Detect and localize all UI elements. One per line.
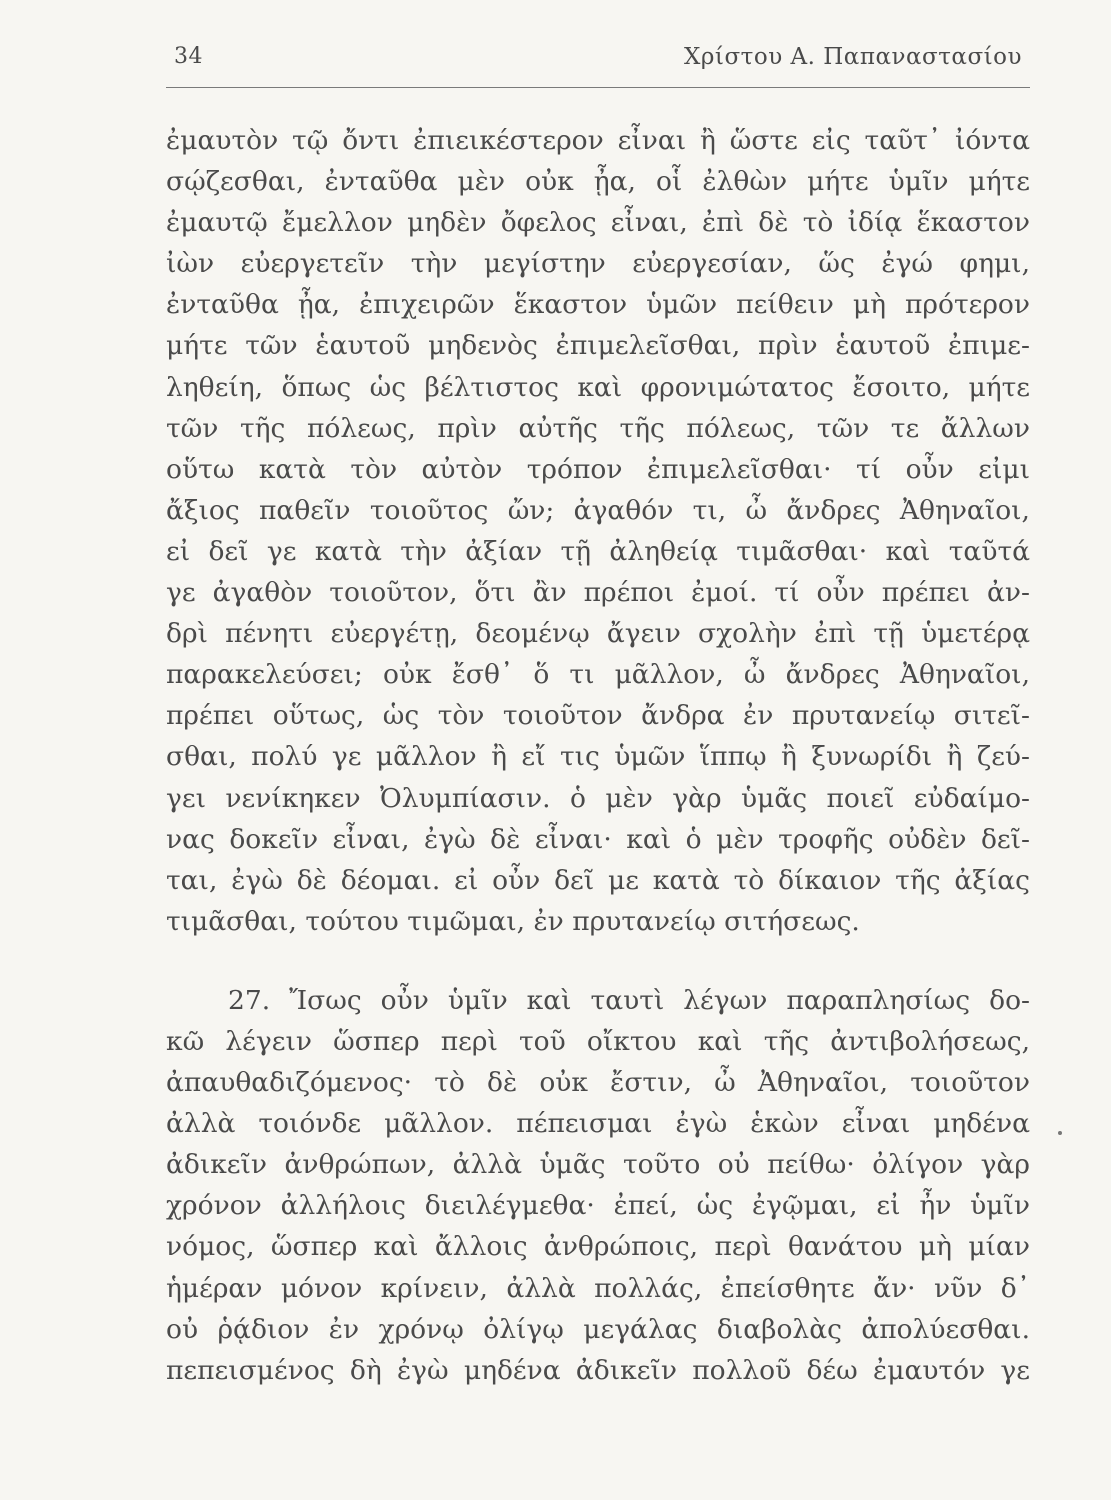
text-line: 27. Ἴσως οὖν ὑμῖν καὶ ταυτὶ λέγων παραπλησίως δο- xyxy=(228,984,1030,1016)
text-line: ἐμαυτῷ ἔμελλον μηδὲν ὄφελος εἶναι, ἐπὶ δὲ τὸ ἰδίᾳ ἕκαστον xyxy=(166,207,1030,239)
text-line: ἀδικεῖν ἀνθρώπων, ἀλλὰ ὑμᾶς τοῦτο οὐ πείθω· ὀλίγον γὰρ xyxy=(166,1149,1030,1181)
text-line: ἰὼν εὐεργετεῖν τὴν μεγίστην εὐεργεσίαν, ὥς ἐγώ φημι, xyxy=(166,248,1030,280)
text-line: τῶν τῆς πόλεως, πρὶν αὐτῆς τῆς πόλεως, τῶν τε ἄλλων xyxy=(166,412,1030,444)
text-line: γε ἀγαθὸν τοιοῦτον, ὅτι ἂν πρέποι ἐμοί. τί οὖν πρέπει ἀν- xyxy=(166,577,1030,609)
text-line: ται, ἐγὼ δὲ δέομαι. εἰ οὖν δεῖ με κατὰ τὸ δίκαιον τῆς ἀξίας xyxy=(166,864,1030,896)
text-line: νας δοκεῖν εἶναι, ἐγὼ δὲ εἶναι· καὶ ὁ μὲν τροφῆς οὐδὲν δεῖ- xyxy=(166,823,1030,855)
text-line: τιμᾶσθαι, τούτου τιμῶμαι, ἐν πρυτανείῳ σιτήσεως. xyxy=(166,905,860,937)
text-line: γει νενίκηκεν Ὀλυμπίασιν. ὁ μὲν γὰρ ὑμᾶς ποιεῖ εὐδαίμο- xyxy=(166,782,1030,814)
text-line: ἀλλὰ τοιόνδε μᾶλλον. πέπεισμαι ἐγὼ ἑκὼν εἶναι μηδένα xyxy=(166,1108,1030,1140)
text-line: οὐ ῥᾴδιον ἐν χρόνῳ ὀλίγῳ μεγάλας διαβολὰς ἀπολύεσθαι. xyxy=(166,1313,1030,1345)
text-line: δρὶ πένητι εὐεργέτῃ, δεομένῳ ἄγειν σχολὴν ἐπὶ τῇ ὑμετέρᾳ xyxy=(166,618,1030,650)
text-line: εἰ δεῖ γε κατὰ τὴν ἀξίαν τῇ ἀληθείᾳ τιμᾶσθαι· καὶ ταῦτά xyxy=(166,535,1030,567)
text-line: σθαι, πολύ γε μᾶλλον ἢ εἴ τις ὑμῶν ἵππῳ ἢ ξυνωρίδι ἢ ζεύ- xyxy=(166,741,1030,773)
text-line: ἄξιος παθεῖν τοιοῦτος ὤν; ἀγαθόν τι, ὦ ἄνδρες Ἀθηναῖοι, xyxy=(166,494,1030,526)
text-line: πεπεισμένος δὴ ἐγὼ μηδένα ἀδικεῖν πολλοῦ δέω ἐμαυτόν γε xyxy=(166,1354,1030,1386)
text-line: χρόνον ἀλλήλοις διειλέγμεθα· ἐπεί, ὡς ἐγῷμαι, εἰ ἦν ὑμῖν xyxy=(166,1190,1030,1222)
paragraph-2 xyxy=(166,980,1030,1391)
page-header xyxy=(166,42,1028,84)
text-line: κῶ λέγειν ὥσπερ περὶ τοῦ οἴκτου καὶ τῆς ἀντιβολήσεως, xyxy=(166,1025,1030,1057)
scan-speck xyxy=(1058,1131,1062,1135)
paragraph-gap xyxy=(166,942,1030,980)
text-line: οὕτω κατὰ τὸν αὐτὸν τρόπον ἐπιμελεῖσθαι· τί οὖν εἰμι xyxy=(166,453,1030,485)
paragraph-1 xyxy=(166,120,1030,942)
text-line: παρακελεύσει; οὐκ ἔσθ᾿ ὅ τι μᾶλλον, ὦ ἄνδρες Ἀθηναῖοι, xyxy=(166,659,1030,691)
text-line: πρέπει οὕτως, ὡς τὸν τοιοῦτον ἄνδρα ἐν πρυτανείῳ σιτεῖ- xyxy=(166,700,1030,732)
text-line: ἐμαυτὸν τῷ ὄντι ἐπιεικέστερον εἶναι ἢ ὥστε εἰς ταῦτ᾿ ἰόντα xyxy=(166,125,1030,156)
text-line: ληθείη, ὅπως ὡς βέλτιστος καὶ φρονιμώτατος ἔσοιτο, μήτε xyxy=(166,371,1030,403)
text-line: σῴζεσθαι, ἐνταῦθα μὲν οὐκ ᾖα, οἷ ἐλθὼν μήτε ὑμῖν μήτε xyxy=(166,166,1030,198)
text-line: μήτε τῶν ἑαυτοῦ μηδενὸς ἐπιμελεῖσθαι, πρὶν ἑαυτοῦ ἐπιμε- xyxy=(166,330,1030,362)
header-rule xyxy=(166,87,1030,88)
text-line: ἀπαυθαδιζόμενος· τὸ δὲ οὐκ ἔστιν, ὦ Ἀθηναῖοι, τοιοῦτον xyxy=(166,1067,1030,1099)
body-text xyxy=(166,120,1030,1391)
text-line: ἐνταῦθα ᾖα, ἐπιχειρῶν ἕκαστον ὑμῶν πείθειν μὴ πρότερον xyxy=(166,289,1030,321)
text-line: ἡμέραν μόνον κρίνειν, ἀλλὰ πολλάς, ἐπείσθητε ἄν· νῦν δ᾿ xyxy=(166,1272,1030,1304)
running-head: Χρίστου Α. Παπαναστασίου xyxy=(684,44,1022,70)
text-line: νόμος, ὥσπερ καὶ ἄλλοις ἀνθρώποις, περὶ θανάτου μὴ μίαν xyxy=(166,1231,1030,1263)
page-number: 34 xyxy=(174,44,203,69)
